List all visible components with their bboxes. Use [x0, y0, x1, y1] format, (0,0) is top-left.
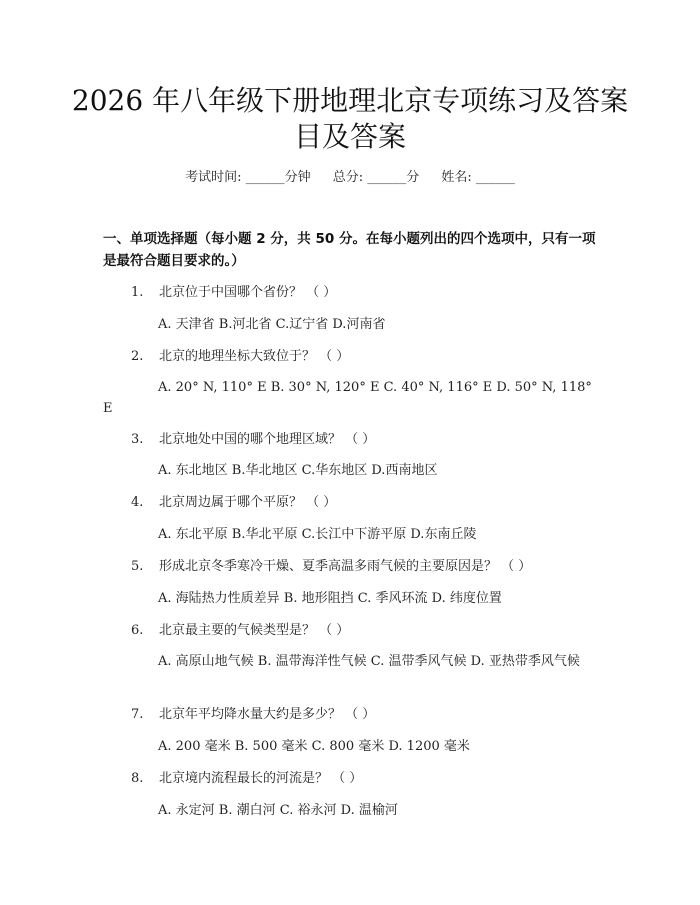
question-number: 5. [131, 559, 144, 574]
student-name-field: 姓名: ______ [441, 170, 515, 185]
exam-info-row [0, 168, 700, 188]
question-item [131, 769, 362, 789]
question-text: 北京地处中国的哪个地理区域？ （ ） [159, 432, 376, 447]
question-text: 北京的地理坐标大致位于？ （ ） [159, 349, 350, 364]
question-number: 6. [131, 623, 144, 638]
question-text: 北京位于中国哪个省份？ （ ） [159, 285, 337, 300]
question-number: 7. [131, 707, 144, 722]
question-item [131, 493, 336, 513]
question-options: A. 海陆热力性质差异 B. 地形阻挡 C. 季风环流 D. 纬度位置 [158, 591, 502, 606]
question-options: A. 20° N, 110° E B. 30° N, 120° E C. 40° N, 116° E D. 50° N, 118° E [103, 380, 592, 416]
question-text: 北京周边属于哪个平原？ （ ） [159, 495, 337, 510]
question-number: 4. [131, 495, 144, 510]
question-number: 8. [131, 771, 144, 786]
question-item [131, 347, 349, 367]
question-item [131, 430, 375, 450]
question-options: A. 永定河 B. 潮白河 C. 裕永河 D. 温榆河 [158, 803, 398, 818]
question-item [131, 621, 349, 641]
question-options: A. 天津省 B.河北省 C.辽宁省 D.河南省 [158, 317, 386, 332]
question-number: 3. [131, 432, 144, 447]
document-title-line-2: 目及答案 [293, 120, 406, 153]
question-number: 2. [131, 349, 144, 364]
exam-time-field: 考试时间: ______分钟 [185, 170, 311, 185]
question-options: A. 200 毫米 B. 500 毫米 C. 800 毫米 D. 1200 毫米 [158, 739, 470, 754]
question-options: A. 高原山地气候 B. 温带海洋性气候 C. 温带季风气候 D. 亚热带季风气候 [158, 654, 580, 669]
question-text: 北京最主要的气候类型是？ （ ） [159, 623, 350, 638]
question-number: 1. [131, 285, 144, 300]
question-options: A. 东北地区 B.华北地区 C.华东地区 D.西南地区 [158, 463, 438, 478]
question-text: 形成北京冬季寒冷干燥、夏季高温多雨气候的主要原因是？ （ ） [159, 559, 532, 574]
question-options: A. 东北平原 B.华北平原 C.长江中下游平原 D.东南丘陵 [158, 527, 477, 542]
question-item [131, 283, 336, 303]
question-item [131, 557, 531, 577]
document-title-line-1: 2026 年八年级下册地理北京专项练习及答案 [71, 84, 629, 117]
section-heading: 一、单项选择题（每小题 2 分，共 50 分。在每小题列出的四个选项中，只有一项是最符合题目要求的。） [103, 231, 596, 269]
total-score-field: 总分: ______分 [332, 170, 420, 185]
question-item [131, 705, 375, 725]
question-text: 北京境内流程最长的河流是？ （ ） [159, 771, 363, 786]
question-text: 北京年平均降水量大约是多少？ （ ） [159, 707, 376, 722]
